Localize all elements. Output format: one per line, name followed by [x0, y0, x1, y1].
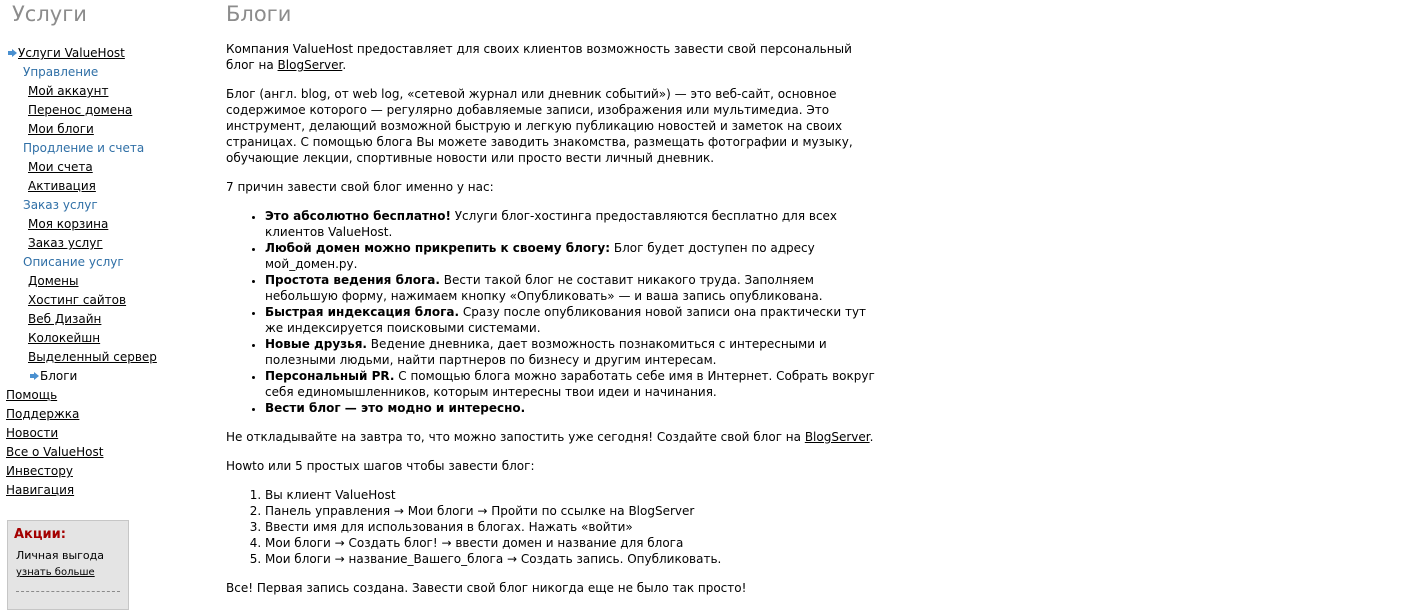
sidebar-item-9[interactable]	[0, 215, 200, 234]
sidebar-item-23[interactable]	[0, 481, 200, 500]
sidebar-item-12[interactable]	[0, 272, 200, 291]
reason-item	[265, 368, 876, 400]
sidebar-item-label: Блоги	[40, 369, 78, 383]
steps-list	[226, 487, 876, 567]
sidebar-item-13[interactable]	[0, 291, 200, 310]
sidebar-item-3[interactable]	[0, 101, 200, 120]
sidebar-item-label[interactable]: Инвестору	[6, 464, 73, 478]
sidebar-item-0[interactable]	[0, 44, 200, 63]
reason-item	[265, 208, 876, 240]
sidebar-item-label: Управление	[23, 65, 99, 79]
sidebar-nav	[0, 44, 200, 500]
step-item: 3. Ввести имя для использования в блогах. Нажать «войти»	[265, 519, 876, 535]
sidebar-item-label[interactable]: Мой аккаунт	[28, 84, 109, 98]
arrow-right-icon	[12, 49, 17, 57]
sidebar-item-label[interactable]: Перенос домена	[28, 103, 133, 117]
sidebar-item-label[interactable]: Новости	[6, 426, 59, 440]
sidebar-item-17	[0, 367, 200, 386]
reason-item	[265, 272, 876, 304]
sidebar-item-14[interactable]	[0, 310, 200, 329]
final-paragraph: Все! Первая запись создана. Завести свой блог никогда еще не было так просто!	[226, 581, 747, 595]
reason-item	[265, 336, 876, 368]
sidebar-item-label: Описание услуг	[23, 255, 124, 269]
sidebar-item-19[interactable]	[0, 405, 200, 424]
sidebar-item-label[interactable]: Активация	[28, 179, 96, 193]
sidebar-item-label[interactable]: Все о ValueHost	[6, 445, 104, 459]
promo-box	[7, 520, 129, 610]
sidebar-item-label[interactable]: Мои счета	[28, 160, 93, 174]
sidebar-item-label[interactable]: Навигация	[6, 483, 75, 497]
step-item: 1. Вы клиент ValueHost	[265, 487, 876, 503]
reason-title: Быстрая индексация блога.	[265, 305, 460, 319]
reason-text: Услуги блог-хостинга предоставляются бесплатно для всех клиентов ValueHost.	[265, 209, 838, 239]
reason-title: Новые друзья.	[265, 337, 367, 351]
sidebar-item-label: Продление и счета	[23, 141, 145, 155]
sidebar-item-label: Заказ услуг	[23, 198, 98, 212]
sidebar-item-22[interactable]	[0, 462, 200, 481]
sidebar-item-label[interactable]: Колокейшн	[28, 331, 101, 345]
howto-heading: Howto или 5 простых шагов чтобы завести блог:	[226, 459, 535, 473]
reason-title: Вести блог — это модно и интересно.	[265, 401, 526, 415]
sidebar-item-11	[0, 253, 200, 272]
sidebar-item-20[interactable]	[0, 424, 200, 443]
definition-paragraph: Блог (англ. blog, от web log, «сетевой журнал или дневник событий») — это веб-сайт, основное содержимое которого — регулярно добавляемые записи, изображения или мультимедиа. Это инструмент, делающий возможной быструю и легкую публикацию новостей и заметок на своих страницах. С помощью блога Вы можете заводить знакомства, размещать фотографии и музыку, обучающие лекции, спортивные новости или просто вести личный дневник.	[226, 87, 853, 165]
arrow-right-icon	[34, 372, 39, 380]
sidebar-item-6[interactable]	[0, 158, 200, 177]
sidebar-item-label[interactable]: Веб Дизайн	[28, 312, 102, 326]
reason-title: Простота ведения блога.	[265, 273, 440, 287]
promo-text: Личная выгода	[16, 549, 104, 562]
sidebar-item-label[interactable]: Мои блоги	[28, 122, 94, 136]
sidebar-item-15[interactable]	[0, 329, 200, 348]
reason-text: С помощью блога можно заработать себе имя в Интернет. Собрать вокруг себя единомышленников, которым интересны твои идеи и начинания.	[265, 369, 875, 399]
sidebar-item-16[interactable]	[0, 348, 200, 367]
reason-title: Это абсолютно бесплатно!	[265, 209, 451, 223]
article	[226, 41, 876, 609]
step-item: 2. Панель управления → Мои блоги → Пройти по ссылке на BlogServer	[265, 503, 876, 519]
blogserver-cta-link[interactable]: BlogServer	[804, 430, 870, 444]
reason-title: Любой домен можно прикрепить к своему блогу:	[265, 241, 611, 255]
sidebar-item-21[interactable]	[0, 443, 200, 462]
sidebar-item-7[interactable]	[0, 177, 200, 196]
step-item: 5. Мои блоги → название_Вашего_блога → Создать запись. Опубликовать.	[265, 551, 876, 567]
sidebar-item-4[interactable]	[0, 120, 200, 139]
sidebar-item-label[interactable]: Моя корзина	[28, 217, 109, 231]
reason-text: Блог будет доступен по адресу мой_домен.ру.	[265, 241, 815, 271]
reason-title: Персональный PR.	[265, 369, 395, 383]
sidebar-item-18[interactable]	[0, 386, 200, 405]
reason-text: Ведение дневника, дает возможность познакомиться с интересными и полезными людьми, найти партнеров по бизнесу и другим интересам.	[265, 337, 827, 367]
reason-item	[265, 304, 876, 336]
sidebar-item-8	[0, 196, 200, 215]
reason-item	[265, 400, 876, 416]
step-item: 4. Мои блоги → Создать блог! → ввести домен и название для блога	[265, 535, 876, 551]
sidebar-item-label[interactable]: Выделенный сервер	[28, 350, 157, 364]
reasons-list	[226, 208, 876, 416]
intro-paragraph: Компания ValueHost предоставляет для своих клиентов возможность завести свой персональный блог на BlogServer.	[226, 42, 852, 72]
sidebar-item-label[interactable]: Домены	[28, 274, 79, 288]
reasons-heading: 7 причин завести свой блог именно у нас:	[226, 180, 494, 194]
sidebar-item-5	[0, 139, 200, 158]
sidebar-item-label[interactable]: Заказ услуг	[28, 236, 103, 250]
reason-item	[265, 240, 876, 272]
page-title: Блоги	[226, 2, 292, 26]
sidebar-item-2[interactable]	[0, 82, 200, 101]
reason-text: Сразу после опубликования новой записи она практически тут же индексируется поисковыми системами.	[265, 305, 867, 335]
sidebar-item-10[interactable]	[0, 234, 200, 253]
sidebar-item-label[interactable]: Поддержка	[6, 407, 80, 421]
sidebar-item-label[interactable]: Помощь	[6, 388, 58, 402]
promo-title: Акции:	[14, 527, 66, 542]
promo-more-link[interactable]: узнать больше	[16, 567, 95, 578]
sidebar-item-label[interactable]: Услуги ValueHost	[18, 46, 125, 60]
sidebar-title: Услуги	[12, 2, 87, 26]
blogserver-link[interactable]: BlogServer	[277, 58, 343, 72]
reason-text: Вести такой блог не составит никакого труда. Заполняем небольшую форму, нажимаем кнопку «Опубликовать» — и ваша запись опубликована.	[265, 273, 823, 303]
sidebar-item-label[interactable]: Хостинг сайтов	[28, 293, 127, 307]
cta-paragraph: Не откладывайте на завтра то, что можно запостить уже сегодня! Создайте свой блог на BlogServer.	[226, 430, 874, 444]
sidebar-item-1	[0, 63, 200, 82]
promo-divider	[16, 591, 120, 592]
